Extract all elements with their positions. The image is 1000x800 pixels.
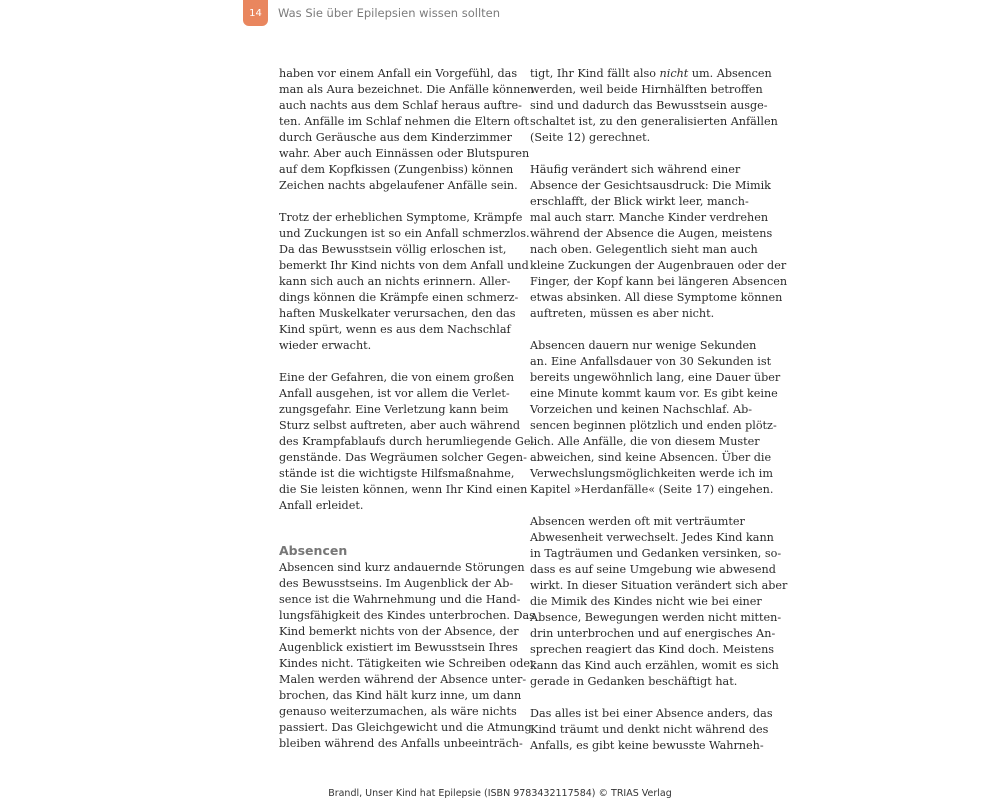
text-line: tigt, Ihr Kind fällt also nicht um. Absencen <box>530 67 772 80</box>
section-heading: Absencen <box>279 543 348 558</box>
text-line: passiert. Das Gleichgewicht und die Atmung <box>279 721 532 734</box>
paragraph <box>279 560 536 752</box>
text-line: Da das Bewusstsein völlig erloschen ist, <box>279 243 507 256</box>
text-line: Anfalls, es gibt keine bewusste Wahrneh- <box>530 739 764 752</box>
text-line: Häufig verändert sich während einer <box>530 163 741 176</box>
text-line: auch nachts aus dem Schlaf heraus auftre- <box>279 99 522 112</box>
text-line: Kapitel »Herdanfälle« (Seite 17) eingehen. <box>530 483 774 496</box>
text-line: Kindes nicht. Tätigkeiten wie Schreiben oder <box>279 657 536 670</box>
text-line: Malen werden während der Absence unter- <box>279 673 527 686</box>
text-line: Kind bemerkt nichts von der Absence, der <box>279 625 519 638</box>
text-line: bemerkt Ihr Kind nichts von dem Anfall und <box>279 259 529 272</box>
text-line: die Mimik des Kindes nicht wie bei einer <box>530 595 762 608</box>
text-line: Zeichen nachts abgelaufener Anfälle sein. <box>279 179 518 192</box>
text-line: bereits ungewöhnlich lang, eine Dauer über <box>530 371 781 384</box>
text-line: nach oben. Gelegentlich sieht man auch <box>530 243 758 256</box>
text-line: wirkt. In dieser Situation verändert sich aber <box>530 579 788 592</box>
text-line: eine Minute kommt kaum vor. Es gibt keine <box>530 387 778 400</box>
text-line: Finger, der Kopf kann bei längeren Absencen <box>530 275 788 288</box>
text-line: die Sie leisten können, wenn Ihr Kind einen <box>279 483 528 496</box>
text-line: stände ist die wichtigste Hilfsmaßnahme, <box>279 467 515 480</box>
left-column <box>279 66 536 768</box>
text-line: dass es auf seine Umgebung wie abwesend <box>530 563 776 576</box>
text-line: genauso weiterzumachen, als wäre nichts <box>279 705 517 718</box>
running-title: Was Sie über Epilepsien wissen sollten <box>278 6 501 20</box>
text-line: man als Aura bezeichnet. Die Anfälle können <box>279 83 535 96</box>
text-line: des Krampfablaufs durch herumliegende Ge- <box>279 435 535 448</box>
paragraph <box>279 370 535 514</box>
text-line: und Zuckungen ist so ein Anfall schmerzlos. <box>279 227 530 240</box>
text-line: werden, weil beide Hirnhälften betroffen <box>530 83 763 96</box>
text-line: Kind träumt und denkt nicht während des <box>530 723 769 736</box>
page-header <box>243 0 743 26</box>
text-line: Das alles ist bei einer Absence anders, das <box>530 707 773 720</box>
text-line: Absencen werden oft mit verträumter <box>530 515 745 528</box>
text-line: an. Eine Anfallsdauer von 30 Sekunden ist <box>530 355 772 368</box>
text-line: kann das Kind auch erzählen, womit es sich <box>530 659 779 672</box>
text-line: in Tagträumen und Gedanken versinken, so- <box>530 547 782 560</box>
text-line: haben vor einem Anfall ein Vorgefühl, das <box>279 67 518 80</box>
text-line: wieder erwacht. <box>279 339 372 352</box>
text-line: lich. Alle Anfälle, die von diesem Muster <box>530 435 760 448</box>
text-line: dings können die Krämpfe einen schmerz- <box>279 291 519 304</box>
text-line: (Seite 12) gerechnet. <box>530 131 651 144</box>
text-line: Trotz der erheblichen Symptome, Krämpfe <box>279 211 523 224</box>
paragraph <box>530 162 788 322</box>
text-line: Anfall ausgehen, ist vor allem die Verlet- <box>279 387 510 400</box>
text-line: Abwesenheit verwechselt. Jedes Kind kann <box>530 531 774 544</box>
text-line: kleine Zuckungen der Augenbrauen oder der <box>530 259 787 272</box>
text-line: Kind spürt, wenn es aus dem Nachschlaf <box>279 323 511 336</box>
text-line: sence ist die Wahrnehmung und die Hand- <box>279 593 521 606</box>
text-line: etwas absinken. All diese Symptome können <box>530 291 783 304</box>
text-line: gerade in Gedanken beschäftigt hat. <box>530 675 738 688</box>
text-line: sprechen reagiert das Kind doch. Meistens <box>530 643 775 656</box>
text-line: Vorzeichen und keinen Nachschlaf. Ab- <box>530 403 753 416</box>
text-line: mal auch starr. Manche Kinder verdrehen <box>530 211 769 224</box>
page-number-badge: 14 <box>243 0 268 26</box>
text-line: Eine der Gefahren, die von einem großen <box>279 371 515 384</box>
text-line: Anfall erleidet. <box>279 499 364 512</box>
text-line: kann sich auch an nichts erinnern. Aller- <box>279 275 511 288</box>
text-line: bleiben während des Anfalls unbeeinträch- <box>279 737 523 750</box>
text-line: brochen, das Kind hält kurz inne, um dann <box>279 689 522 702</box>
text-line: zungsgefahr. Eine Verletzung kann beim <box>279 403 509 416</box>
paragraph <box>530 338 781 498</box>
text-line: ten. Anfälle im Schlaf nehmen die Eltern oft <box>279 115 529 128</box>
text-line: des Bewusstseins. Im Augenblick der Ab- <box>279 577 514 590</box>
text-line: drin unterbrochen und auf energisches An- <box>530 627 776 640</box>
paragraph <box>530 706 773 754</box>
text-line: durch Geräusche aus dem Kinderzimmer <box>279 131 512 144</box>
text-line: während der Absence die Augen, meistens <box>530 227 773 240</box>
paragraph <box>279 66 535 194</box>
text-line: auftreten, müssen es aber nicht. <box>530 307 715 320</box>
emphasis-text: nicht <box>659 67 689 80</box>
text-line: Absencen dauern nur wenige Sekunden <box>530 339 757 352</box>
text-line: wahr. Aber auch Einnässen oder Blutspuren <box>279 147 530 160</box>
paragraph <box>530 66 778 146</box>
text-line: Absence, Bewegungen werden nicht mitten- <box>530 611 782 624</box>
paragraph <box>530 514 788 690</box>
text-line: sencen beginnen plötzlich und enden plötz- <box>530 419 777 432</box>
text-line: auf dem Kopfkissen (Zungenbiss) können <box>279 163 514 176</box>
text-line: haften Muskelkater verursachen, den das <box>279 307 516 320</box>
footer-citation: Brandl, Unser Kind hat Epilepsie (ISBN 9783432117584) © TRIAS Verlag <box>328 788 672 799</box>
right-column <box>530 66 788 770</box>
text-line: Absencen sind kurz andauernde Störungen <box>279 561 525 574</box>
text-line: Verwechslungsmöglichkeiten werde ich im <box>530 467 773 480</box>
text-line: lungsfähigkeit des Kindes unterbrochen. Das <box>279 609 535 622</box>
text-line: Augenblick existiert im Bewusstsein Ihres <box>279 641 518 654</box>
paragraph <box>279 210 530 354</box>
text-line: Absence der Gesichtsausdruck: Die Mimik <box>530 179 771 192</box>
text-line: genstände. Das Wegräumen solcher Gegen- <box>279 451 527 464</box>
text-line: abweichen, sind keine Absencen. Über die <box>530 451 772 464</box>
text-line: schaltet ist, zu den generalisierten Anfällen <box>530 115 778 128</box>
text-line: sind und dadurch das Bewusstsein ausge- <box>530 99 768 112</box>
text-line: erschlafft, der Blick wirkt leer, manch- <box>530 195 749 208</box>
text-line: Sturz selbst auftreten, aber auch während <box>279 419 521 432</box>
